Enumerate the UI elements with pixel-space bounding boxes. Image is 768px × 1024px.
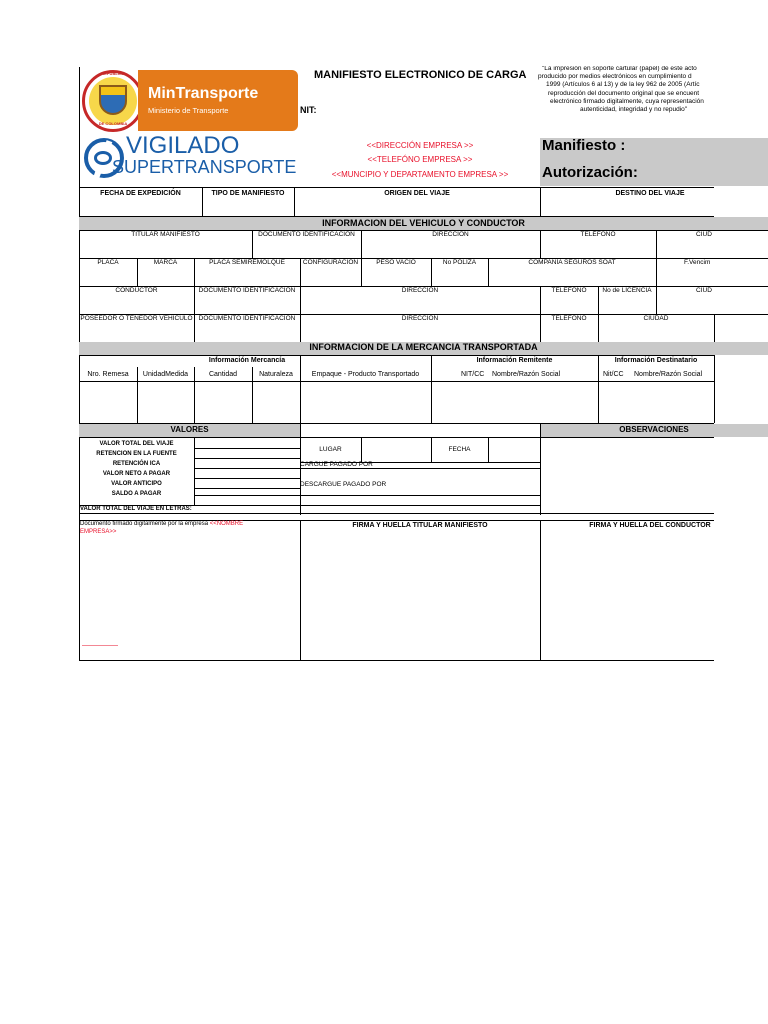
licencia-label: No de LICENCIA xyxy=(602,287,652,294)
configuracion-label: CONFIGURACION xyxy=(302,259,359,266)
seal-top-text: REPÚBLICA xyxy=(101,71,125,76)
col-naturaleza: Naturaleza xyxy=(259,371,293,378)
group-mercancia-label: Información Mercancía xyxy=(208,357,286,364)
fecha-expedicion-label: FECHA DE EXPEDICIÓN xyxy=(100,190,181,197)
col-nit-remitente: NIT/CC xyxy=(461,371,485,378)
vehicle-section-title: INFORMACION DEL VEHICULO Y CONDUCTOR xyxy=(322,218,525,228)
titular-label: TITULAR MANIFIESTO xyxy=(131,231,200,238)
valor-letras-label: VALOR TOTAL DEL VIAJE EN LETRAS: xyxy=(80,506,192,512)
ciudad-poseedor-label: CIUDAD xyxy=(643,315,669,322)
valores-section-title: VALORES xyxy=(170,425,209,434)
placa-label: PLACA xyxy=(97,259,119,266)
firmado-company-b: EMPRESA>> xyxy=(80,529,117,535)
destino-label: DESTINO DEL VIAJE xyxy=(615,190,685,197)
telefono-titular-label: TELÉFONO xyxy=(580,231,616,238)
marca-label: MARCA xyxy=(153,259,178,266)
legal-line: autenticidad, integridad y no repudio" xyxy=(580,106,688,113)
fecha-vencimiento-label: F.Vencim xyxy=(684,259,711,266)
company-municipality: <<MUNCIPIO Y DEPARTAMENTO EMPRESA >> xyxy=(331,170,509,179)
supertransporte-text: SUPERTRANSPORTE xyxy=(112,157,297,177)
company-address: <<DIRECCIÓN EMPRESA >> xyxy=(366,141,474,150)
signature-mark xyxy=(82,645,118,646)
retencion-fuente-label: RETENCION EN LA FUENTE xyxy=(96,451,177,457)
direccion-poseedor-label: DIRECCIÓN xyxy=(401,315,439,322)
form-left-border xyxy=(79,67,80,661)
legal-notice xyxy=(528,66,713,116)
observaciones-section-title: OBSERVACIONES xyxy=(619,425,689,434)
saldo-pagar-label: SALDO A PAGAR xyxy=(111,491,162,497)
retencion-ica-label: RETENCIÓN ICA xyxy=(112,461,161,467)
valor-anticipo-label: VALOR ANTICIPO xyxy=(111,481,162,487)
legal-line: 1999 (Artículos 6 al 13) y de la ley 962 de 2005 (Artíc xyxy=(546,81,700,88)
manifiesto-label: Manifiesto : xyxy=(542,137,626,154)
col-nro-remesa: Nro. Remesa xyxy=(87,371,129,378)
lugar-label: LUGAR xyxy=(319,446,342,453)
documento-titular-label: DOCUMENTO IDENTIFICACIÓN xyxy=(258,231,355,238)
conductor-label: CONDUCTOR xyxy=(115,287,158,294)
firma-conductor-label: FIRMA Y HUELLA DEL CONDUCTOR xyxy=(589,522,711,529)
mintransporte-logo xyxy=(80,70,298,131)
nit-label: NIT: xyxy=(300,105,317,115)
group-destinatario-label: Información Destinatario xyxy=(614,357,698,364)
peso-vacio-label: PESO VACIO xyxy=(376,259,416,266)
mintransporte-sub: Ministerio de Transporte xyxy=(148,106,229,115)
poseedor-label: POSEEDOR O TENEDOR VEHICULO xyxy=(80,315,193,322)
direccion-conductor-label: DIRECCIÓN xyxy=(401,287,439,294)
vigilado-text: VIGILADO xyxy=(126,132,240,159)
documento-conductor-label: DOCUMENTO IDENTIFICACIÓN xyxy=(198,287,296,294)
mintransporte-name: MinTransporte xyxy=(148,85,259,102)
cargo-section-title: INFORMACION DE LA MERCANCIA TRANSPORTADA xyxy=(309,342,538,352)
col-nombre-remitente: Nombre/Razón Social xyxy=(492,371,561,378)
valor-neto-label: VALOR NETO A PAGAR xyxy=(102,471,171,477)
cargue-pagado-label: CARGUE PAGADO POR xyxy=(300,461,373,468)
firmado-prefix: Documento firmado digitalmente por la empresa xyxy=(80,521,209,527)
compania-soat-label: COMPAÑÍA SEGUROS SOAT xyxy=(528,259,616,266)
descargue-pagado-label: DESCARGUE PAGADO POR xyxy=(300,481,387,488)
firmado-digitalmente-text xyxy=(80,521,243,527)
direccion-titular-label: DIRECCION xyxy=(432,231,469,238)
col-nombre-destinatario: Nombre/Razón Social xyxy=(634,371,703,378)
telefono-conductor-label: TELEFONO xyxy=(551,287,587,294)
firma-titular-label: FIRMA Y HUELLA TITULAR MANIFIESTO xyxy=(352,522,488,529)
ciudad-conductor-label: CIUD xyxy=(696,287,712,294)
colombia-seal-icon xyxy=(82,70,144,132)
mintransporte-banner xyxy=(138,70,298,131)
legal-line: reproducción del documento original que se encuent xyxy=(548,90,700,97)
fecha-label: FECHA xyxy=(448,446,471,453)
documento-poseedor-label: DOCUMENTO IDENTIFICACIÓN xyxy=(198,315,296,322)
legal-line: producido por medios electrónicos en cumplimiento d xyxy=(538,73,692,80)
tipo-manifiesto-label: TIPO DE MANIFIESTO xyxy=(211,190,285,197)
legal-line: electrónico firmado digitalmente, cuya representación xyxy=(550,98,704,105)
company-phone: <<TELEFÓNO EMPRESA >> xyxy=(367,155,473,164)
seal-bottom-text: DE COLOMBIA xyxy=(98,121,128,126)
ciudad-titular-label: CIUD xyxy=(696,231,712,238)
firmado-company-a: <<NOMBRE xyxy=(209,521,244,527)
col-nit-destinatario: Nit/CC xyxy=(603,371,624,378)
valor-total-label: VALOR TOTAL DEL VIAJE xyxy=(99,441,174,447)
col-empaque: Empaque - Producto Transportado xyxy=(311,371,420,378)
group-remitente-label: Información Remitente xyxy=(476,357,553,364)
autorizacion-label: Autorización: xyxy=(542,164,638,181)
col-unidad-medida: UnidadMedida xyxy=(142,371,189,378)
document-title: MANIFIESTO ELECTRONICO DE CARGA xyxy=(314,69,527,81)
legal-line: "La impresión en soporte cartular (papel) de este acto xyxy=(542,66,697,72)
col-cantidad: Cantidad xyxy=(208,371,238,378)
placa-semiremolque-label: PLACA SEMIREMOLQUE xyxy=(209,259,285,266)
origen-label: ORIGEN DEL VIAJE xyxy=(384,190,450,197)
telefono-poseedor-label: TELEFONO xyxy=(551,315,587,322)
no-poliza-label: No POLIZA xyxy=(442,259,477,266)
supertransporte-logo xyxy=(82,134,298,184)
